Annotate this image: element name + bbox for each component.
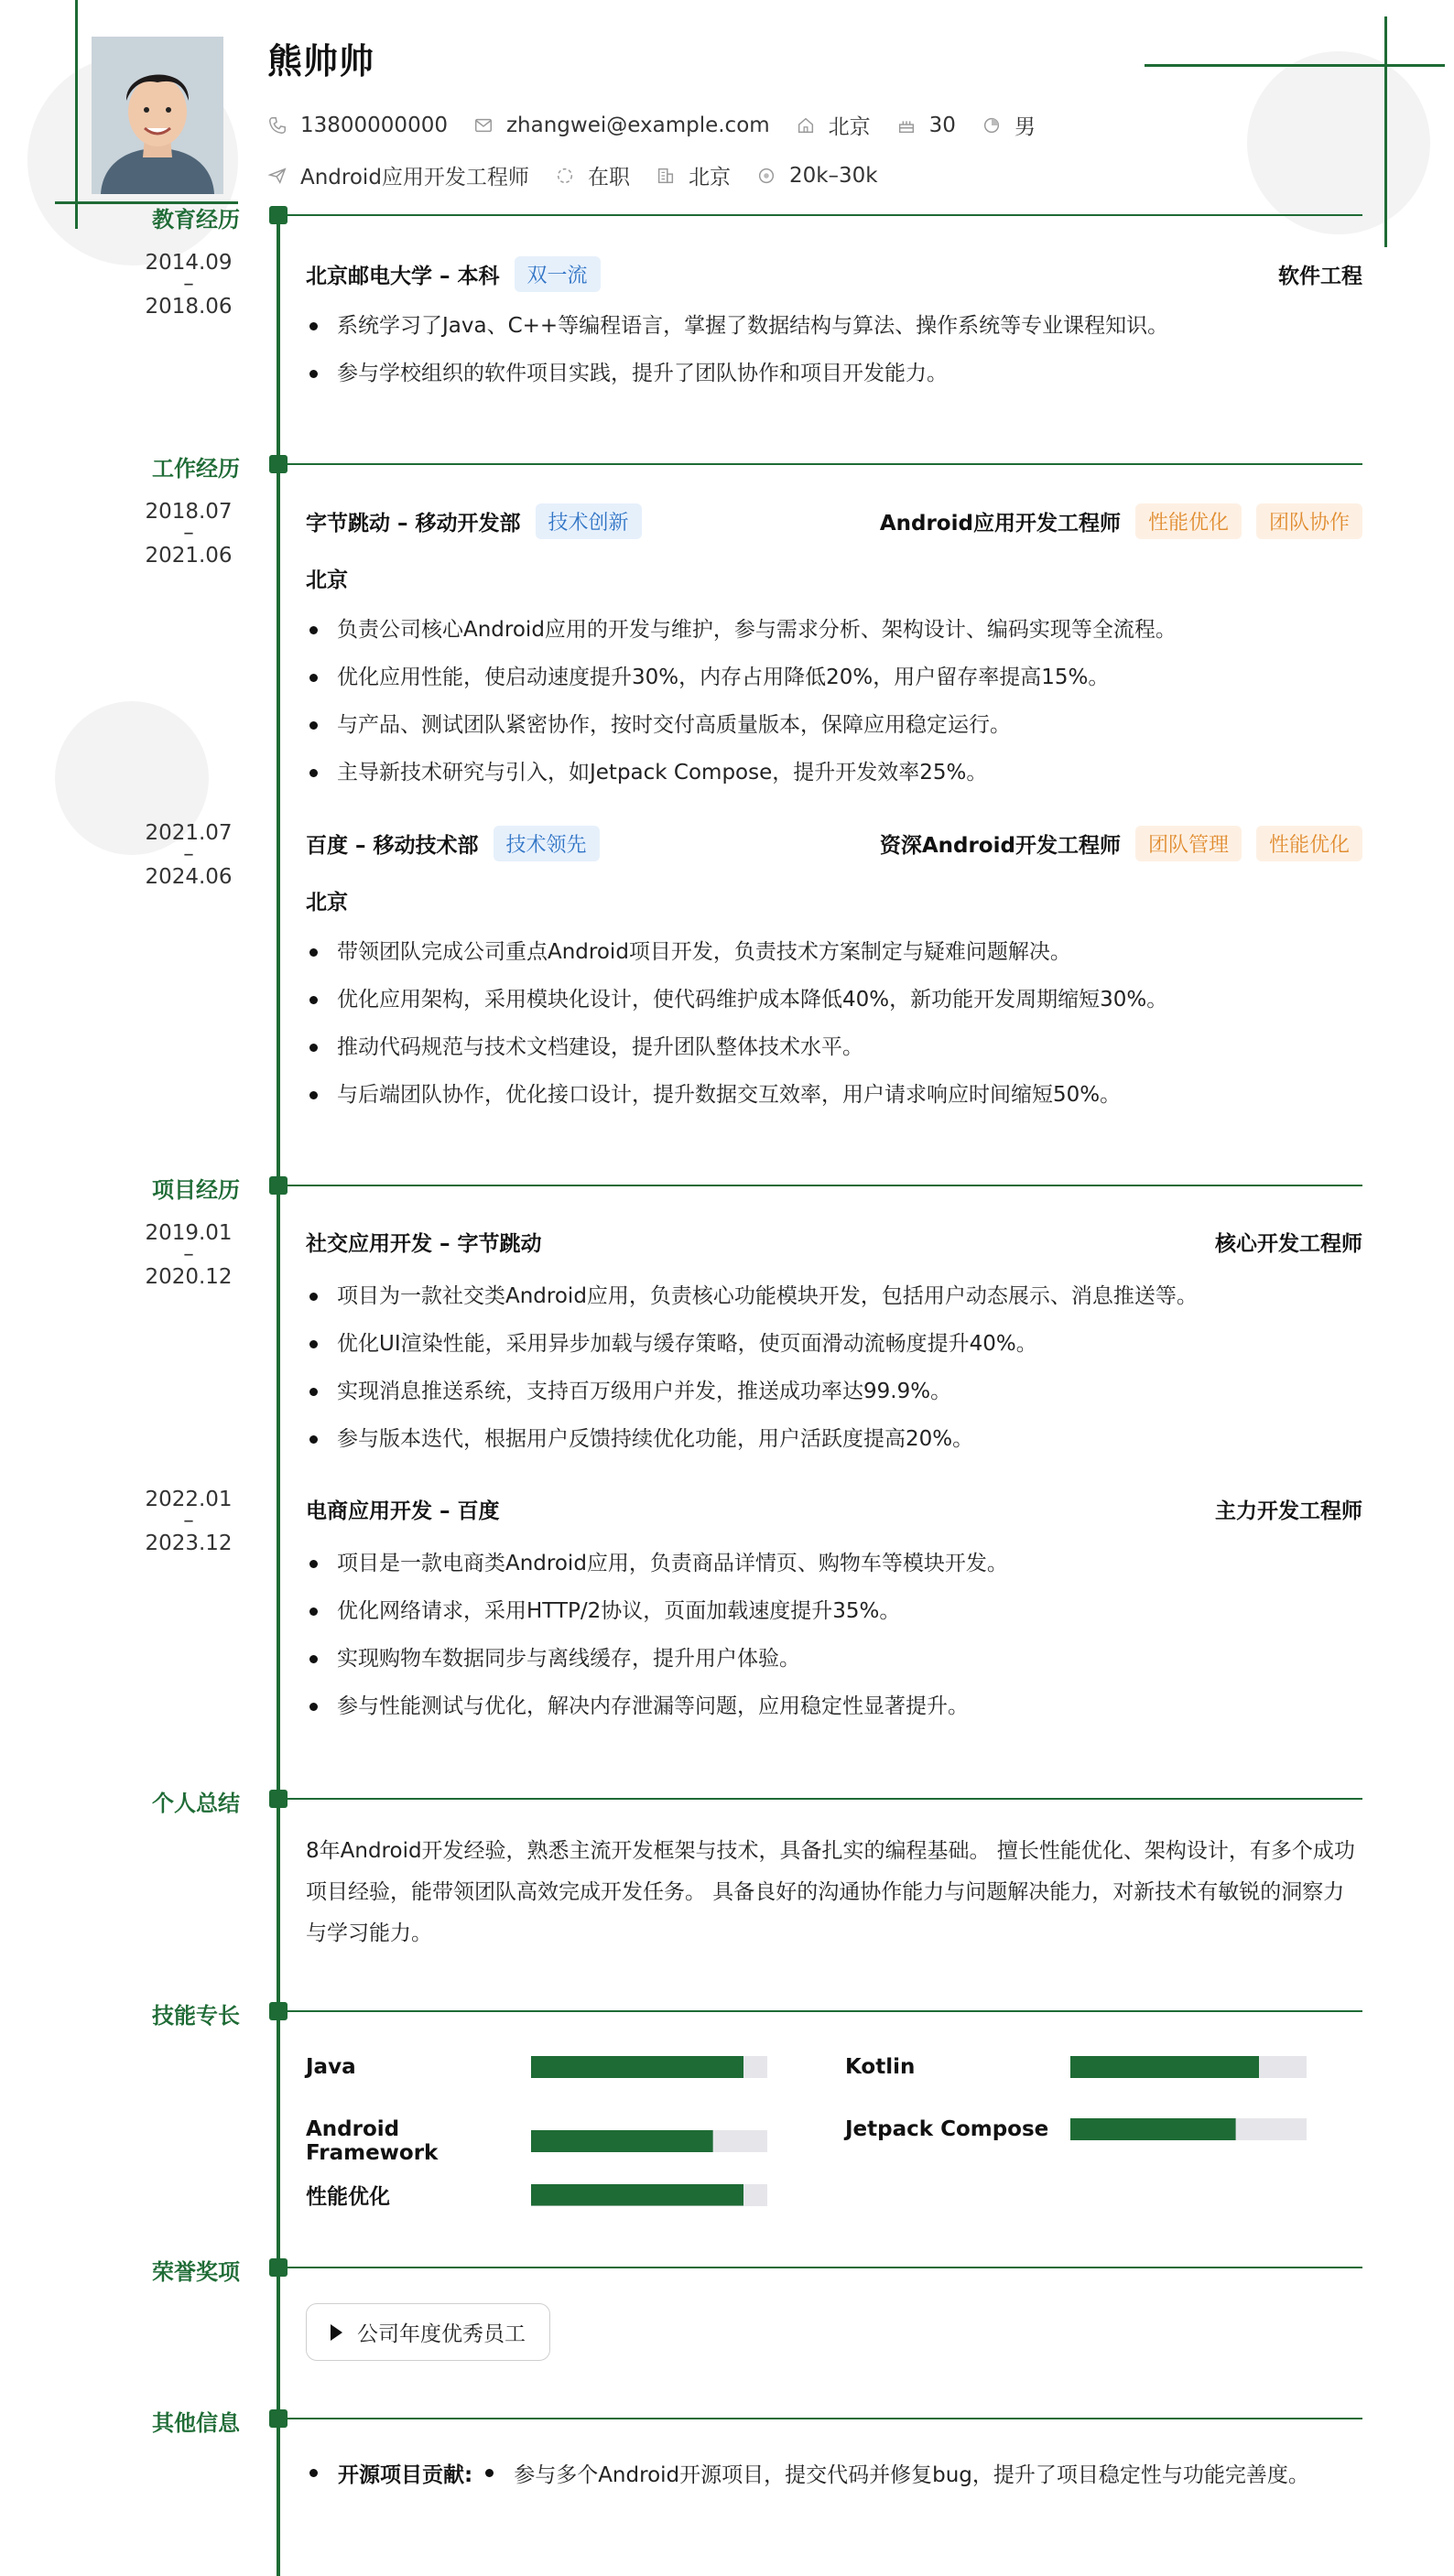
gender-info	[982, 110, 1036, 140]
section-marker	[269, 2002, 288, 2020]
email-text: zhangwei@example.com	[505, 113, 770, 137]
timeline-axis	[277, 211, 280, 2576]
list-item: 参与性能测试与优化，解决内存泄漏等问题，应用稳定性显著提升。	[306, 1688, 1362, 1736]
date-separator: –	[183, 1242, 194, 1266]
list-item: 项目是一款电商类Android应用，负责商品详情页、购物车等模块开发。	[306, 1545, 1362, 1593]
list-item: 项目为一款社交类Android应用，负责核心功能模块开发，包括用户动态展示、消息推送等。	[306, 1278, 1362, 1326]
skill-item	[306, 2180, 767, 2210]
school-tag: 双一流	[515, 256, 601, 292]
skill-bar-fill	[1070, 2118, 1236, 2140]
date-range	[137, 252, 240, 318]
work-entry-header	[306, 503, 1362, 539]
section-title-work: 工作经历	[152, 456, 240, 482]
decor-line	[75, 0, 78, 229]
list-item: 主导新技术研究与引入，如Jetpack Compose，提升开发效率25%。	[306, 754, 1362, 802]
decor-line	[1384, 16, 1387, 247]
skill-item	[845, 2117, 1307, 2141]
work-city: 北京	[306, 568, 348, 592]
city-text: 北京	[688, 166, 731, 189]
project-name: 电商应用开发 – 百度	[306, 1499, 500, 1523]
bg-decor-circle	[1247, 51, 1430, 234]
job-role: Android应用开发工程师	[879, 512, 1121, 536]
company-name: 字节跳动 – 移动开发部	[306, 512, 521, 536]
email-info	[473, 114, 770, 137]
skill-item	[845, 2055, 1307, 2079]
date-start: 2018.07	[145, 500, 233, 524]
section-divider	[288, 2010, 1362, 2012]
project-entry-header	[306, 1494, 1362, 1524]
section-divider	[288, 1798, 1362, 1800]
skill-bar-fill	[531, 2184, 743, 2206]
job-row	[267, 160, 904, 190]
section-marker	[269, 2409, 288, 2428]
project-entry-header	[306, 1227, 1362, 1257]
candidate-name: 熊帅帅	[267, 41, 375, 81]
avatar	[92, 37, 223, 194]
phone-icon	[267, 115, 288, 135]
section-marker	[269, 206, 288, 224]
date-separator: –	[183, 272, 194, 296]
list-item: 推动代码规范与技术文档建设，提升团队整体技术水平。	[306, 1029, 1362, 1077]
skill-bar-fill	[531, 2130, 713, 2152]
salary-text: 20k–30k	[788, 163, 878, 188]
section-title-projects: 项目经历	[152, 1177, 240, 1203]
skill-bar-fill	[531, 2056, 743, 2078]
section-divider	[288, 1185, 1362, 1186]
gender-text: 男	[1014, 115, 1036, 139]
phone-text: 13800000000	[300, 113, 448, 137]
company-name: 百度 – 移动技术部	[306, 834, 479, 858]
section-title-other: 其他信息	[152, 2410, 240, 2436]
work-city: 北京	[306, 891, 348, 915]
school-name: 北京邮电大学 – 本科	[306, 265, 500, 288]
building-icon	[656, 166, 676, 186]
date-separator: –	[183, 521, 194, 545]
bullet-dot	[485, 2469, 494, 2477]
education-bullets	[306, 308, 1362, 403]
other-info-item	[306, 2458, 1309, 2488]
honor-label: 公司年度优秀员工	[357, 2322, 526, 2346]
project-name: 社交应用开发 – 字节跳动	[306, 1232, 542, 1256]
date-end: 2018.06	[145, 295, 233, 319]
project-role: 核心开发工程师	[1215, 1232, 1362, 1256]
date-range	[137, 1488, 240, 1554]
list-item: 与产品、测试团队紧密协作，按时交付高质量版本，保障应用稳定运行。	[306, 707, 1362, 754]
company-tag: 技术创新	[536, 503, 642, 539]
list-item: 参与版本迭代，根据用户反馈持续优化功能，用户活跃度提高20%。	[306, 1421, 1362, 1468]
date-separator: –	[183, 1509, 194, 1532]
date-end: 2024.06	[145, 865, 233, 889]
job-title-info	[267, 160, 529, 190]
skill-label: 性能优化	[306, 2185, 390, 2209]
work-bullets	[306, 612, 1362, 802]
education-entry-header	[306, 256, 1362, 292]
location-info	[796, 110, 871, 140]
role-tag: 团队协作	[1256, 503, 1362, 539]
project-role: 主力开发工程师	[1215, 1499, 1362, 1523]
summary-text: 8年Android开发经验，熟悉主流开发框架与技术，具备扎实的编程基础。 擅长性能优化、架构设计，有多个成功项目经验，能带领团队高效完成开发任务。 具备良好的沟通协作能力与问题解决能力，对新技术有敏锐的洞察力与学习能力。	[306, 1839, 1355, 1945]
send-icon	[267, 166, 288, 186]
list-item: 负责公司核心Android应用的开发与维护，参与需求分析、架构设计、编码实现等全流程。	[306, 612, 1362, 659]
other-label: 开源项目贡献:	[338, 2463, 473, 2487]
list-item: 实现购物车数据同步与离线缓存，提升用户体验。	[306, 1640, 1362, 1688]
age-info	[896, 114, 956, 137]
city-info	[656, 160, 731, 190]
list-item: 优化网络请求，采用HTTP/2协议，页面加载速度提升35%。	[306, 1593, 1362, 1640]
section-marker	[269, 1176, 288, 1195]
section-title-skills: 技能专长	[152, 2003, 240, 2029]
project-bullets	[306, 1278, 1362, 1468]
skill-bar	[531, 2130, 767, 2152]
skill-bar	[531, 2056, 767, 2078]
play-icon	[331, 2324, 342, 2341]
work-bullets	[306, 934, 1362, 1124]
skill-label: Kotlin	[845, 2055, 916, 2079]
section-divider	[288, 2418, 1362, 2419]
status-text: 在职	[587, 166, 630, 189]
skill-label: Java	[306, 2055, 356, 2079]
date-end: 2020.12	[145, 1265, 233, 1289]
role-tag: 性能优化	[1256, 826, 1362, 861]
role-tag: 性能优化	[1135, 503, 1242, 539]
phone-info	[267, 114, 448, 137]
date-range	[137, 501, 240, 567]
company-tag: 技术领先	[494, 826, 600, 861]
list-item: 与后端团队协作，优化接口设计，提升数据交互效率，用户请求响应时间缩短50%。	[306, 1077, 1362, 1124]
section-title-honors: 荣誉奖项	[152, 2259, 240, 2285]
cake-icon	[896, 115, 917, 135]
date-range	[137, 1222, 240, 1288]
gender-icon	[982, 115, 1002, 135]
section-marker	[269, 2258, 288, 2277]
list-item: 参与学校组织的软件项目实践，提升了团队协作和项目开发能力。	[306, 355, 1362, 403]
location-text: 北京	[828, 115, 871, 139]
list-item: 实现消息推送系统，支持百万级用户并发，推送成功率达99.9%。	[306, 1373, 1362, 1421]
list-item: 系统学习了Java、C++等编程语言，掌握了数据结构与算法、操作系统等专业课程知识。	[306, 308, 1362, 355]
section-title-summary: 个人总结	[152, 1791, 240, 1816]
major: 软件工程	[1278, 265, 1362, 288]
date-start: 2019.01	[145, 1221, 233, 1245]
date-start: 2021.07	[145, 821, 233, 845]
mail-icon	[473, 115, 494, 135]
skill-item	[306, 2117, 767, 2165]
bullet-dot	[309, 2469, 318, 2477]
section-divider	[288, 463, 1362, 465]
list-item: 优化应用性能，使启动速度提升30%，内存占用降低20%，用户留存率提高15%。	[306, 659, 1362, 707]
skill-label: Android Framework	[306, 2117, 439, 2165]
section-marker	[269, 455, 288, 473]
role-tag: 团队管理	[1135, 826, 1242, 861]
decor-line	[1145, 64, 1445, 67]
list-item: 优化应用架构，采用模块化设计，使代码维护成本降低40%，新功能开发周期缩短30%。	[306, 981, 1362, 1029]
skill-bar	[531, 2184, 767, 2206]
date-separator: –	[183, 842, 194, 866]
date-end: 2023.12	[145, 1532, 233, 1555]
contact-row	[267, 110, 1061, 140]
date-range	[137, 822, 240, 888]
job-role: 资深Android开发工程师	[879, 834, 1121, 858]
list-item: 优化UI渲染性能，采用异步加载与缓存策略，使页面滑动流畅度提升40%。	[306, 1326, 1362, 1373]
salary-info	[756, 164, 878, 188]
skill-bar	[1070, 2118, 1307, 2140]
age-text: 30	[928, 113, 956, 137]
skill-label: Jetpack Compose	[845, 2117, 1049, 2141]
status-info	[555, 160, 630, 190]
home-icon	[796, 115, 816, 135]
skill-item	[306, 2055, 767, 2079]
job-title-text: Android应用开发工程师	[300, 166, 529, 189]
date-start: 2014.09	[145, 251, 233, 275]
honor-item	[306, 2303, 550, 2361]
section-divider	[288, 214, 1362, 216]
section-marker	[269, 1790, 288, 1808]
section-divider	[288, 2267, 1362, 2268]
skill-bar	[1070, 2056, 1307, 2078]
other-text: 参与多个Android开源项目，提交代码并修复bug，提升了项目稳定性与功能完善度。	[514, 2463, 1309, 2487]
coin-icon	[756, 166, 776, 186]
skill-bar-fill	[1070, 2056, 1259, 2078]
project-bullets	[306, 1545, 1362, 1736]
list-item: 带领团队完成公司重点Android项目开发，负责技术方案制定与疑难问题解决。	[306, 934, 1362, 981]
date-start: 2022.01	[145, 1488, 233, 1511]
work-entry-header	[306, 826, 1362, 861]
date-end: 2021.06	[145, 544, 233, 568]
status-icon	[555, 166, 575, 186]
section-title-education: 教育经历	[152, 207, 240, 233]
